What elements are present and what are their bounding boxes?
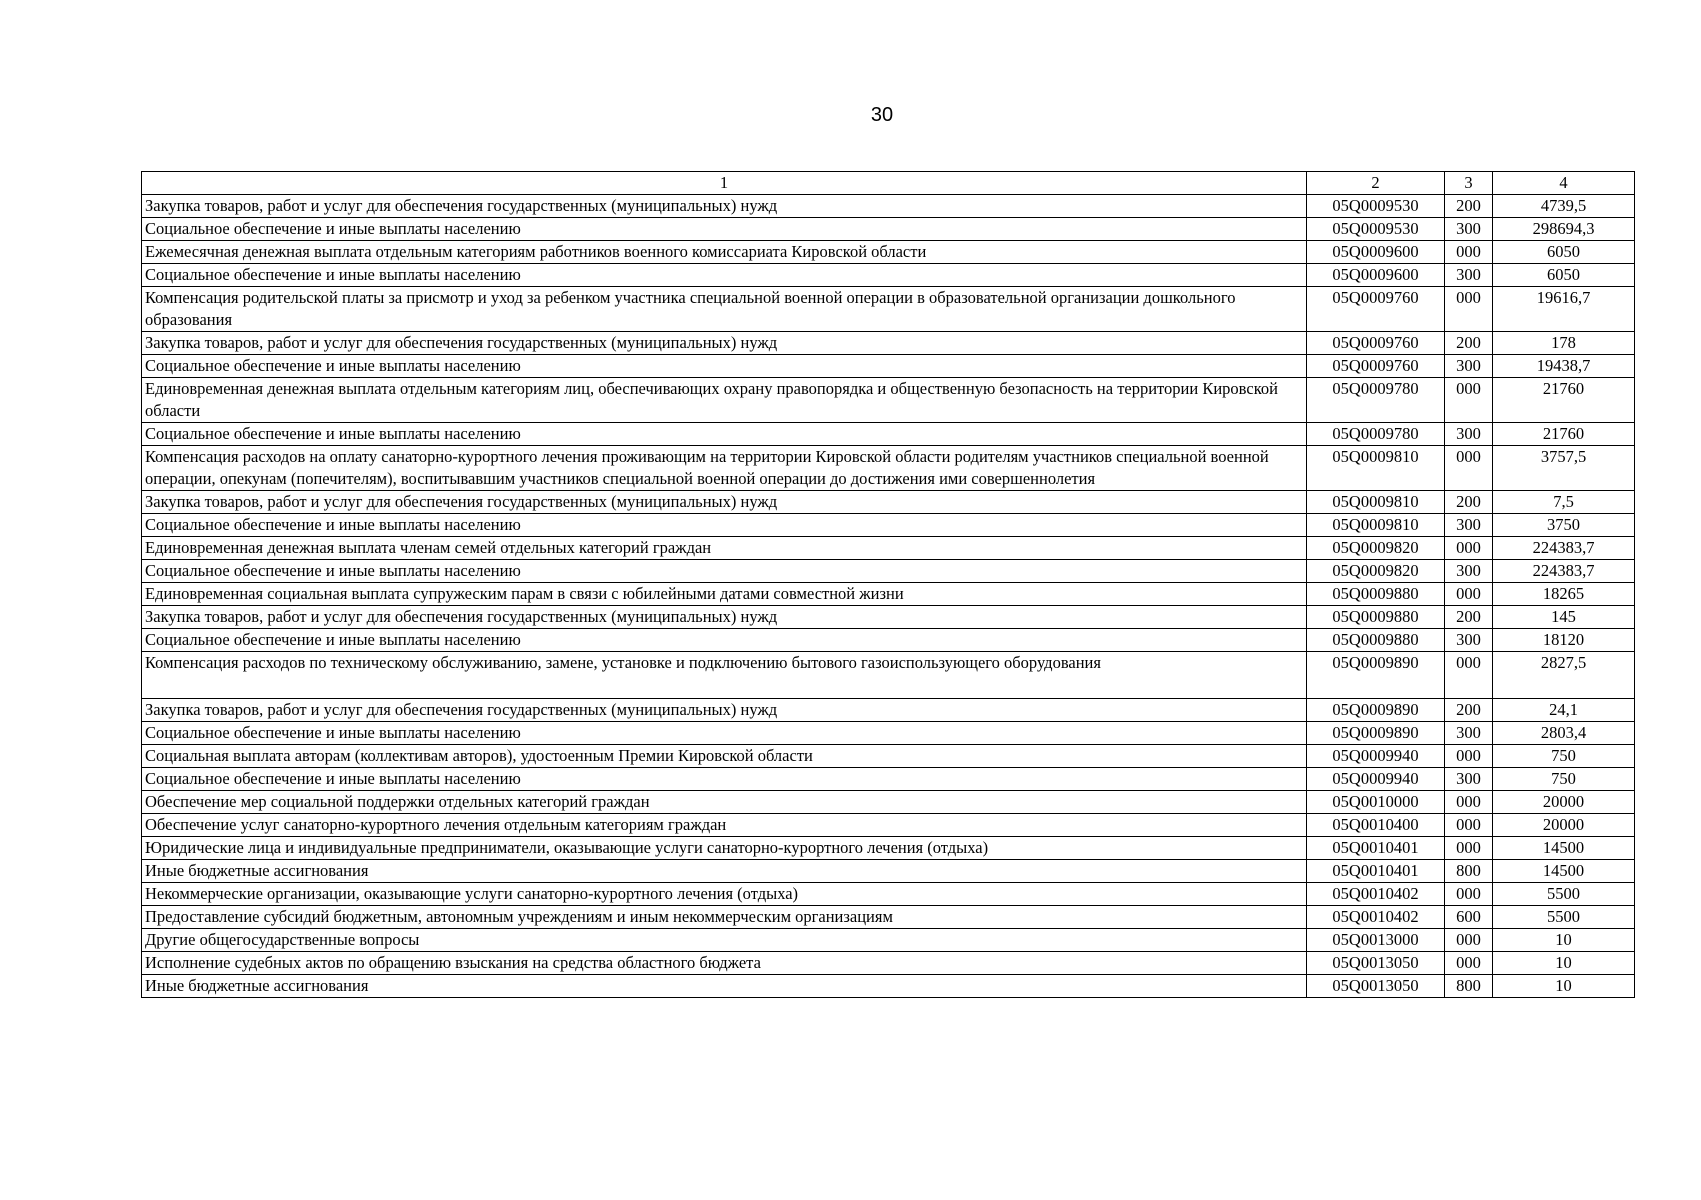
row-name-cell: Ежемесячная денежная выплата отдельным категориям работников военного комиссариата Кировской области [142, 241, 1307, 264]
row-type-cell: 300 [1445, 722, 1493, 745]
row-name-cell: Компенсация расходов по техническому обслуживанию, замене, установке и подключению бытового газоиспользующего оборудования [142, 652, 1307, 699]
column-header-code: 2 [1307, 172, 1445, 195]
row-type-cell: 600 [1445, 906, 1493, 929]
table-row [142, 860, 1635, 883]
row-sum-cell: 20000 [1493, 791, 1635, 814]
row-sum-cell: 750 [1493, 745, 1635, 768]
row-code-cell: 05Q0013050 [1307, 952, 1445, 975]
row-code-cell: 05Q0010401 [1307, 837, 1445, 860]
row-sum-cell: 3750 [1493, 514, 1635, 537]
row-type-cell: 000 [1445, 952, 1493, 975]
table-row [142, 195, 1635, 218]
row-code-cell: 05Q0009780 [1307, 378, 1445, 423]
row-sum-cell: 19438,7 [1493, 355, 1635, 378]
row-name-cell: Закупка товаров, работ и услуг для обеспечения государственных (муниципальных) нужд [142, 491, 1307, 514]
row-name-cell: Социальное обеспечение и иные выплаты населению [142, 355, 1307, 378]
row-sum-cell: 7,5 [1493, 491, 1635, 514]
row-type-cell: 000 [1445, 791, 1493, 814]
table-row [142, 837, 1635, 860]
table-row [142, 241, 1635, 264]
row-code-cell: 05Q0010402 [1307, 883, 1445, 906]
row-sum-cell: 4739,5 [1493, 195, 1635, 218]
row-type-cell: 300 [1445, 629, 1493, 652]
table-row [142, 583, 1635, 606]
budget-table [141, 171, 1635, 998]
row-name-cell: Социальное обеспечение и иные выплаты населению [142, 264, 1307, 287]
row-type-cell: 000 [1445, 652, 1493, 699]
row-code-cell: 05Q0010000 [1307, 791, 1445, 814]
row-sum-cell: 5500 [1493, 906, 1635, 929]
row-code-cell: 05Q0009880 [1307, 629, 1445, 652]
row-name-cell: Закупка товаров, работ и услуг для обеспечения государственных (муниципальных) нужд [142, 606, 1307, 629]
table-row [142, 952, 1635, 975]
table-header-row [142, 172, 1635, 195]
row-code-cell: 05Q0010401 [1307, 860, 1445, 883]
table-row [142, 883, 1635, 906]
row-code-cell: 05Q0009760 [1307, 332, 1445, 355]
row-name-cell: Социальное обеспечение и иные выплаты населению [142, 768, 1307, 791]
row-sum-cell: 14500 [1493, 837, 1635, 860]
row-sum-cell: 224383,7 [1493, 537, 1635, 560]
row-sum-cell: 178 [1493, 332, 1635, 355]
row-sum-cell: 2803,4 [1493, 722, 1635, 745]
row-sum-cell: 6050 [1493, 264, 1635, 287]
row-type-cell: 000 [1445, 537, 1493, 560]
table-row [142, 606, 1635, 629]
row-name-cell: Некоммерческие организации, оказывающие услуги санаторно-курортного лечения (отдыха) [142, 883, 1307, 906]
table-row [142, 264, 1635, 287]
row-name-cell: Единовременная денежная выплата членам семей отдельных категорий граждан [142, 537, 1307, 560]
row-type-cell: 200 [1445, 332, 1493, 355]
row-name-cell: Исполнение судебных актов по обращению взыскания на средства областного бюджета [142, 952, 1307, 975]
row-code-cell: 05Q0009820 [1307, 537, 1445, 560]
row-name-cell: Предоставление субсидий бюджетным, автономным учреждениям и иным некоммерческим организациям [142, 906, 1307, 929]
row-name-cell: Социальное обеспечение и иные выплаты населению [142, 218, 1307, 241]
row-sum-cell: 10 [1493, 975, 1635, 998]
row-type-cell: 000 [1445, 837, 1493, 860]
table-row [142, 929, 1635, 952]
column-header-type: 3 [1445, 172, 1493, 195]
row-sum-cell: 21760 [1493, 423, 1635, 446]
row-code-cell: 05Q0009890 [1307, 652, 1445, 699]
row-type-cell: 000 [1445, 929, 1493, 952]
row-code-cell: 05Q0009880 [1307, 606, 1445, 629]
row-type-cell: 200 [1445, 699, 1493, 722]
row-code-cell: 05Q0009600 [1307, 264, 1445, 287]
row-code-cell: 05Q0009820 [1307, 560, 1445, 583]
table-row [142, 814, 1635, 837]
table-row [142, 287, 1635, 332]
row-type-cell: 000 [1445, 814, 1493, 837]
row-name-cell: Закупка товаров, работ и услуг для обеспечения государственных (муниципальных) нужд [142, 699, 1307, 722]
table-row [142, 652, 1635, 699]
row-sum-cell: 18265 [1493, 583, 1635, 606]
row-sum-cell: 10 [1493, 929, 1635, 952]
table-row [142, 560, 1635, 583]
row-name-cell: Юридические лица и индивидуальные предприниматели, оказывающие услуги санаторно-курортного лечения (отдыха) [142, 837, 1307, 860]
table-row [142, 537, 1635, 560]
row-sum-cell: 20000 [1493, 814, 1635, 837]
row-code-cell: 05Q0009760 [1307, 287, 1445, 332]
table-row [142, 514, 1635, 537]
row-type-cell: 300 [1445, 768, 1493, 791]
table-row [142, 423, 1635, 446]
row-name-cell: Социальное обеспечение и иные выплаты населению [142, 514, 1307, 537]
row-sum-cell: 6050 [1493, 241, 1635, 264]
row-sum-cell: 2827,5 [1493, 652, 1635, 699]
row-type-cell: 300 [1445, 514, 1493, 537]
table-row [142, 699, 1635, 722]
row-sum-cell: 18120 [1493, 629, 1635, 652]
row-name-cell: Социальная выплата авторам (коллективам авторов), удостоенным Премии Кировской области [142, 745, 1307, 768]
row-code-cell: 05Q0009880 [1307, 583, 1445, 606]
table-row [142, 378, 1635, 423]
row-type-cell: 300 [1445, 264, 1493, 287]
row-name-cell: Социальное обеспечение и иные выплаты населению [142, 722, 1307, 745]
row-name-cell: Социальное обеспечение и иные выплаты населению [142, 560, 1307, 583]
row-sum-cell: 3757,5 [1493, 446, 1635, 491]
row-type-cell: 000 [1445, 287, 1493, 332]
table-row [142, 332, 1635, 355]
row-type-cell: 800 [1445, 860, 1493, 883]
column-header-sum: 4 [1493, 172, 1635, 195]
row-sum-cell: 5500 [1493, 883, 1635, 906]
row-name-cell: Социальное обеспечение и иные выплаты населению [142, 629, 1307, 652]
row-type-cell: 200 [1445, 491, 1493, 514]
row-code-cell: 05Q0009890 [1307, 699, 1445, 722]
row-code-cell: 05Q0009530 [1307, 218, 1445, 241]
row-code-cell: 05Q0009780 [1307, 423, 1445, 446]
row-name-cell: Обеспечение мер социальной поддержки отдельных категорий граждан [142, 791, 1307, 814]
row-code-cell: 05Q0009810 [1307, 446, 1445, 491]
row-name-cell: Обеспечение услуг санаторно-курортного лечения отдельным категориям граждан [142, 814, 1307, 837]
row-sum-cell: 10 [1493, 952, 1635, 975]
row-name-cell: Компенсация расходов на оплату санаторно-курортного лечения проживающим на территории Кировской области родителям участников специальной военной операции, опекунам (попечителям), воспитывавшим участников специальной военной операции до достижения ими совершеннолетия [142, 446, 1307, 491]
row-code-cell: 05Q0009940 [1307, 768, 1445, 791]
row-type-cell: 300 [1445, 355, 1493, 378]
row-name-cell: Иные бюджетные ассигнования [142, 975, 1307, 998]
row-type-cell: 000 [1445, 378, 1493, 423]
row-sum-cell: 298694,3 [1493, 218, 1635, 241]
row-code-cell: 05Q0009760 [1307, 355, 1445, 378]
row-type-cell: 300 [1445, 218, 1493, 241]
row-code-cell: 05Q0009890 [1307, 722, 1445, 745]
row-code-cell: 05Q0009810 [1307, 514, 1445, 537]
table-row [142, 446, 1635, 491]
row-name-cell: Закупка товаров, работ и услуг для обеспечения государственных (муниципальных) нужд [142, 332, 1307, 355]
row-type-cell: 300 [1445, 560, 1493, 583]
row-code-cell: 05Q0009600 [1307, 241, 1445, 264]
row-type-cell: 300 [1445, 423, 1493, 446]
table-row [142, 491, 1635, 514]
row-name-cell: Социальное обеспечение и иные выплаты населению [142, 423, 1307, 446]
row-name-cell: Другие общегосударственные вопросы [142, 929, 1307, 952]
row-sum-cell: 21760 [1493, 378, 1635, 423]
row-type-cell: 800 [1445, 975, 1493, 998]
row-type-cell: 000 [1445, 745, 1493, 768]
row-name-cell: Иные бюджетные ассигнования [142, 860, 1307, 883]
row-type-cell: 000 [1445, 241, 1493, 264]
row-name-cell: Единовременная денежная выплата отдельным категориям лиц, обеспечивающих охрану правопорядка и общественную безопасность на территории Кировской области [142, 378, 1307, 423]
row-name-cell: Закупка товаров, работ и услуг для обеспечения государственных (муниципальных) нужд [142, 195, 1307, 218]
page-number: 30 [870, 104, 894, 126]
row-name-cell: Единовременная социальная выплата супружеским парам в связи с юбилейными датами совместной жизни [142, 583, 1307, 606]
table-row [142, 906, 1635, 929]
row-code-cell: 05Q0010402 [1307, 906, 1445, 929]
row-sum-cell: 750 [1493, 768, 1635, 791]
row-code-cell: 05Q0009530 [1307, 195, 1445, 218]
row-code-cell: 05Q0013000 [1307, 929, 1445, 952]
table-row [142, 722, 1635, 745]
row-type-cell: 000 [1445, 446, 1493, 491]
row-sum-cell: 24,1 [1493, 699, 1635, 722]
table-row [142, 218, 1635, 241]
row-sum-cell: 224383,7 [1493, 560, 1635, 583]
table-row [142, 791, 1635, 814]
row-code-cell: 05Q0009940 [1307, 745, 1445, 768]
row-type-cell: 000 [1445, 583, 1493, 606]
row-name-cell: Компенсация родительской платы за присмотр и уход за ребенком участника специальной военной операции в образовательной организации дошкольного образования [142, 287, 1307, 332]
row-type-cell: 000 [1445, 883, 1493, 906]
row-sum-cell: 19616,7 [1493, 287, 1635, 332]
column-header-name: 1 [142, 172, 1307, 195]
row-code-cell: 05Q0010400 [1307, 814, 1445, 837]
table-row [142, 768, 1635, 791]
row-type-cell: 200 [1445, 606, 1493, 629]
row-code-cell: 05Q0013050 [1307, 975, 1445, 998]
row-code-cell: 05Q0009810 [1307, 491, 1445, 514]
table-row [142, 745, 1635, 768]
table-body [142, 195, 1635, 998]
table-row [142, 629, 1635, 652]
table-row [142, 355, 1635, 378]
row-sum-cell: 14500 [1493, 860, 1635, 883]
row-sum-cell: 145 [1493, 606, 1635, 629]
table-row [142, 975, 1635, 998]
row-type-cell: 200 [1445, 195, 1493, 218]
